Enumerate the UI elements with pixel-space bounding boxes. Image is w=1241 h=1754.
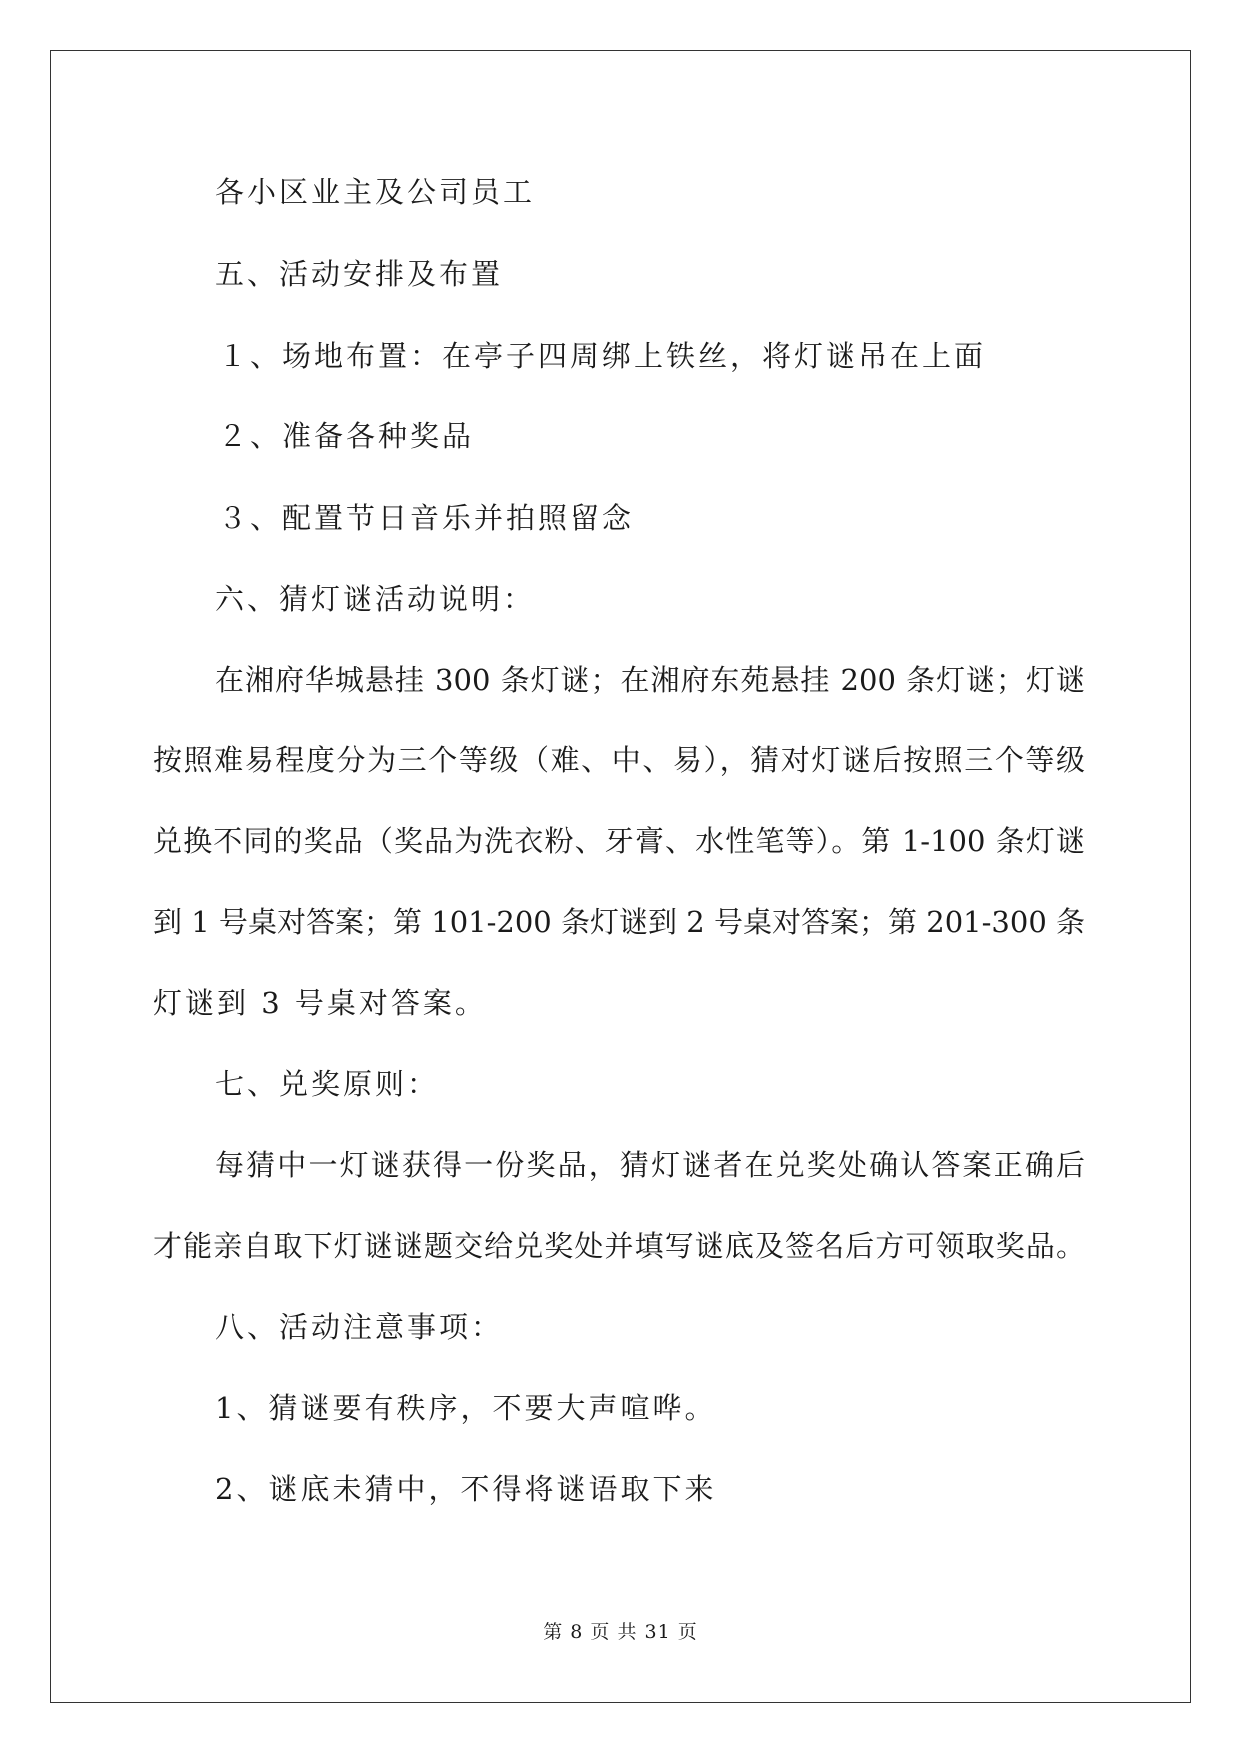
heading-section-7: 七、兑奖原则： [215, 1067, 440, 1101]
list-item-venue-setup: １、场地布置：在亭子四周绑上铁丝，将灯谜吊在上面 [218, 339, 987, 373]
heading-section-8: 八、活动注意事项： [215, 1310, 504, 1344]
page-border [50, 50, 1191, 1703]
list-item-order: 1、猜谜要有秩序，不要大声喧哗。 [215, 1391, 717, 1425]
paragraph-riddle-line-3: 兑换不同的奖品（奖品为洗衣粉、牙膏、水性笔等）。第 1-100 条灯谜 [153, 824, 1085, 858]
paragraph-redeem-line-2: 才能亲自取下灯谜谜题交给兑奖处并填写谜底及签名后方可领取奖品。 [153, 1229, 1085, 1263]
heading-section-5: 五、活动安排及布置 [215, 257, 504, 291]
paragraph-redeem-line-1: 每猜中一灯谜获得一份奖品，猜灯谜者在兑奖处确认答案正确后 [215, 1148, 1085, 1182]
paragraph-riddle-line-2: 按照难易程度分为三个等级（难、中、易），猜对灯谜后按照三个等级 [153, 743, 1085, 777]
list-item-music-photos: ３、配置节日音乐并拍照留念 [218, 501, 635, 535]
heading-section-6: 六、猜灯谜活动说明： [215, 582, 536, 616]
paragraph-riddle-line-5: 灯谜到 3 号桌对答案。 [153, 986, 487, 1020]
paragraph-riddle-line-1: 在湘府华城悬挂 300 条灯谜；在湘府东苑悬挂 200 条灯谜；灯谜 [215, 663, 1085, 697]
page-number-footer: 第 8 页 共 31 页 [543, 1621, 698, 1643]
paragraph-participants: 各小区业主及公司员工 [215, 175, 536, 209]
list-item-prizes: ２、准备各种奖品 [218, 419, 475, 453]
paragraph-riddle-line-4: 到 1 号桌对答案；第 101-200 条灯谜到 2 号桌对答案；第 201-300 条 [153, 905, 1085, 939]
list-item-do-not-remove: 2、谜底未猜中，不得将谜语取下来 [215, 1472, 717, 1506]
